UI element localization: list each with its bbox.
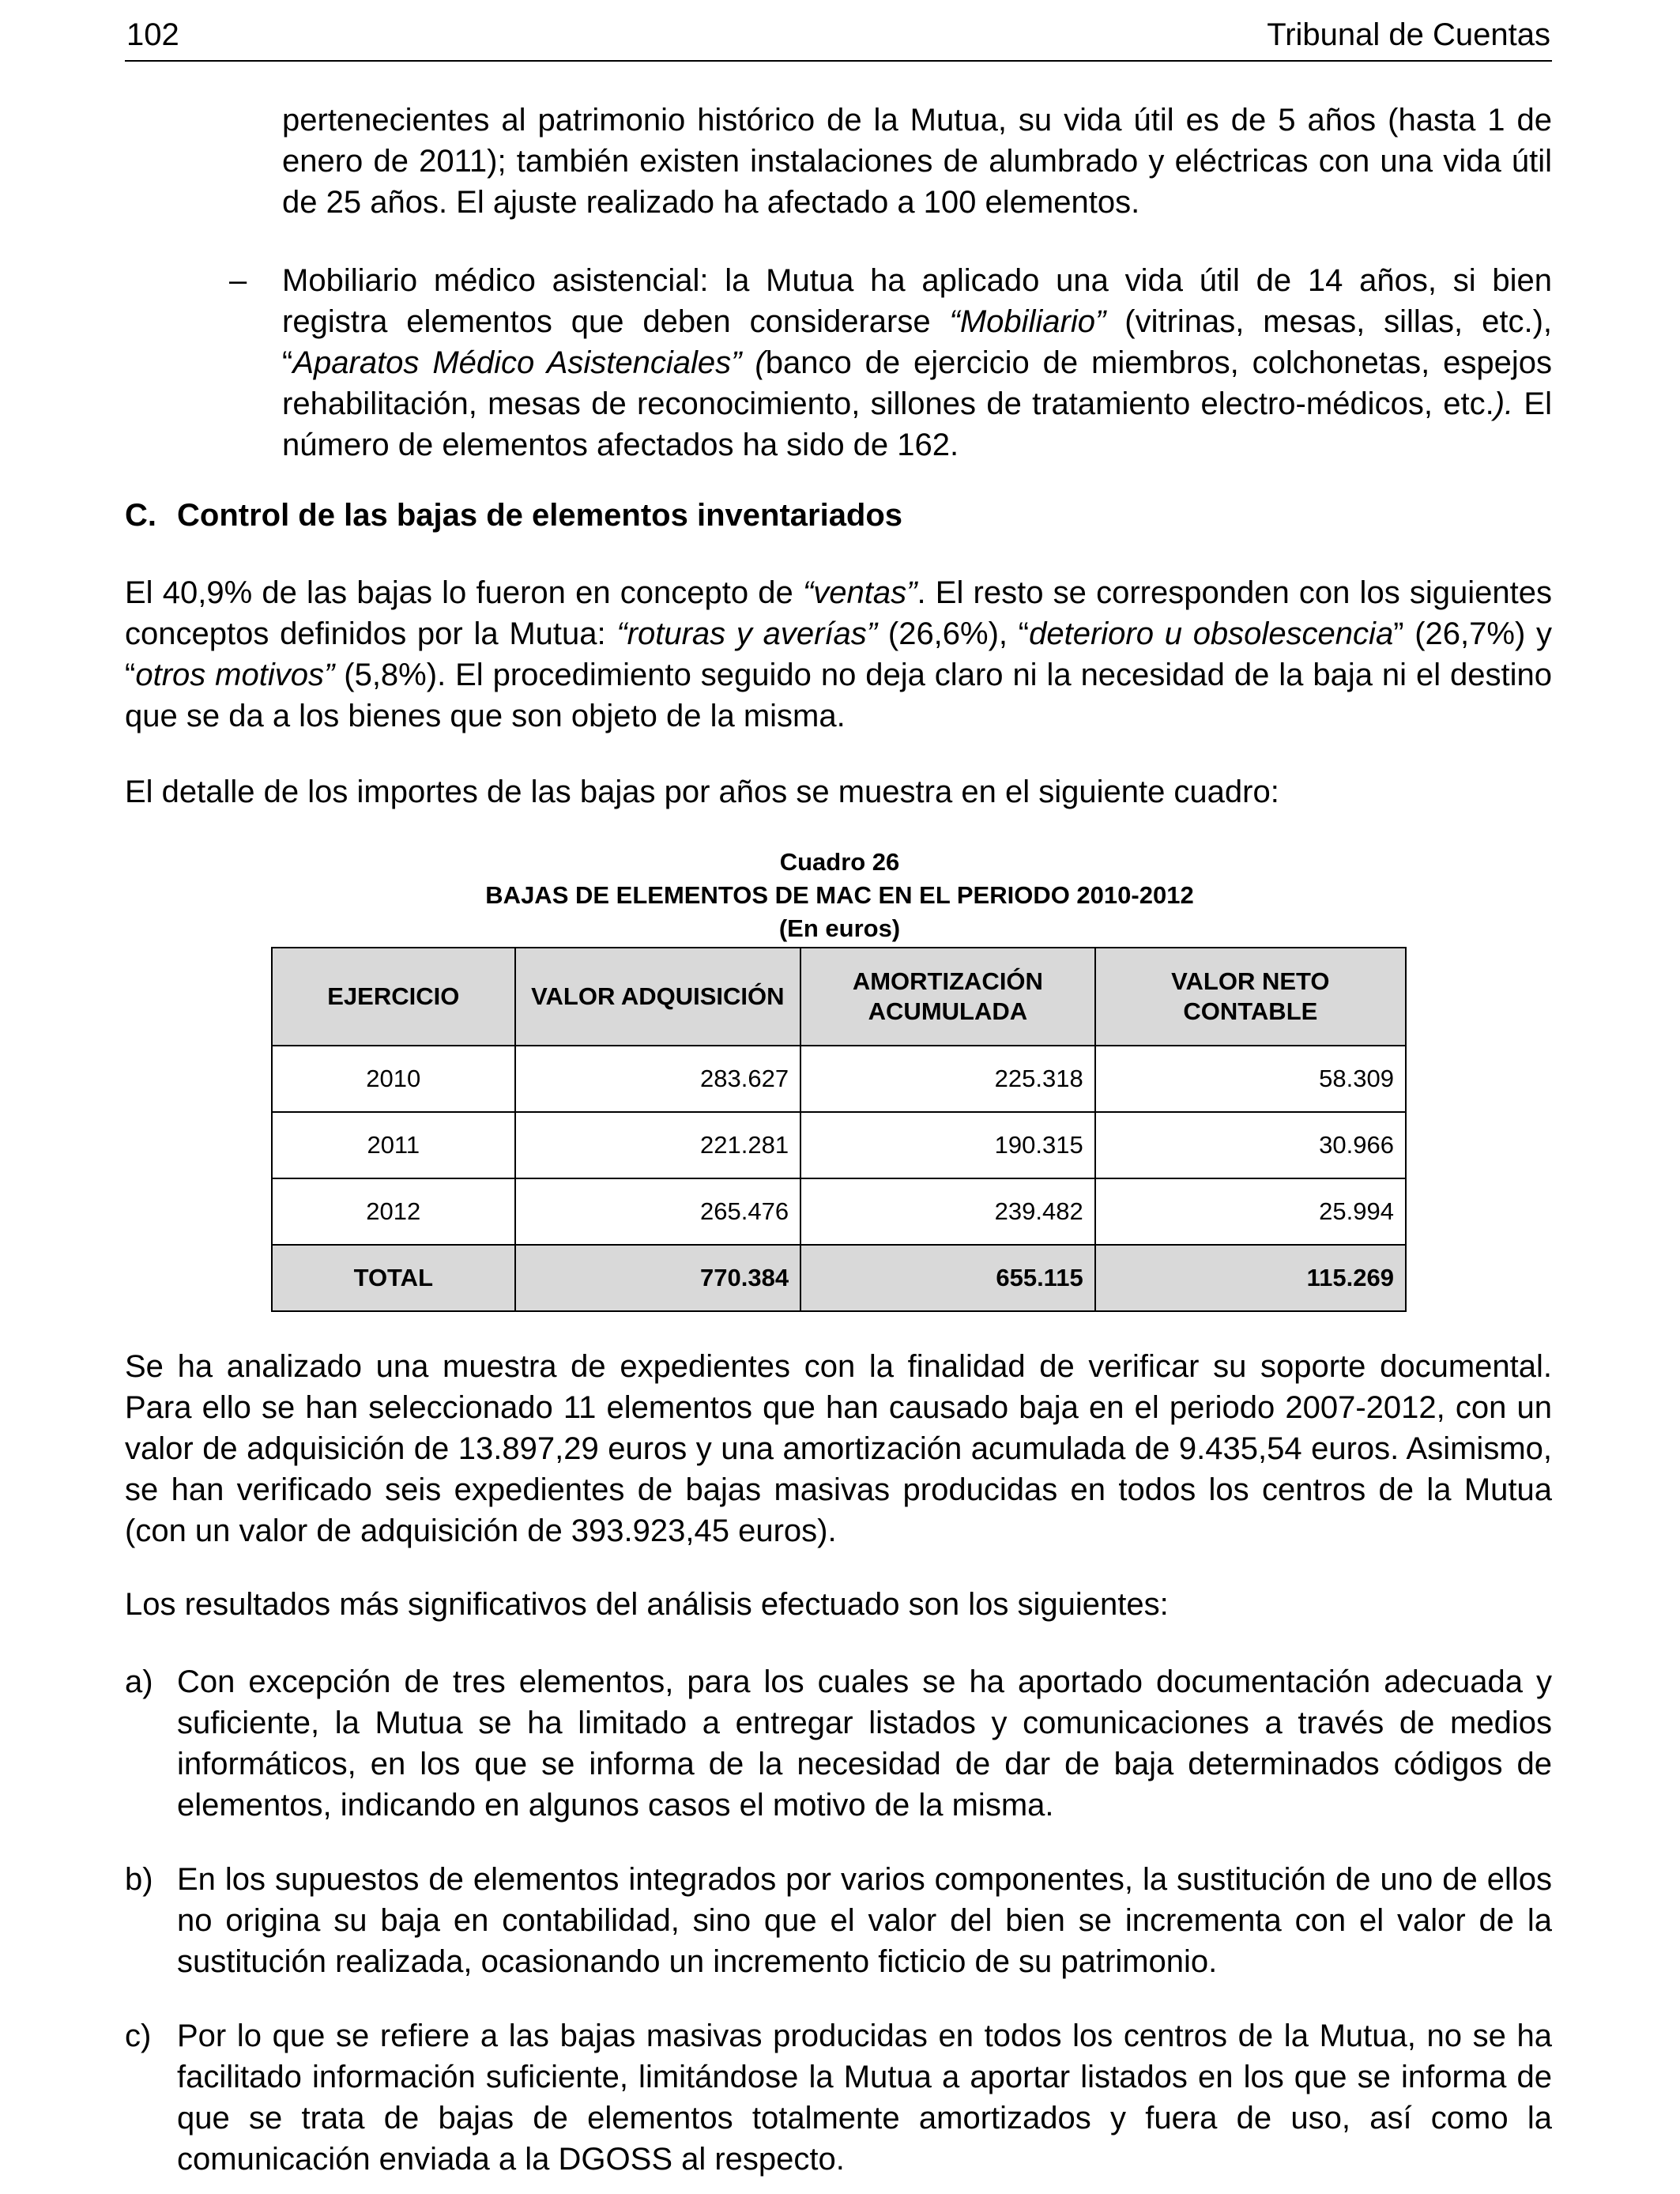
header-ejercicio: EJERCICIO: [272, 948, 515, 1046]
item-letter-b: b): [125, 1862, 153, 1897]
text-run: El número de elementos afectados ha sido de 162.: [282, 386, 1552, 462]
cell-year: 2010: [272, 1046, 515, 1112]
publisher-name: Tribunal de Cuentas: [1267, 17, 1550, 52]
text-run: Mobiliario médico asistencial: la Mutua ha aplicado una vida útil de 14 años, si bien registra elementos que deben considerarse: [282, 263, 1552, 339]
cell-value: 190.315: [800, 1112, 1095, 1178]
cell-year: 2012: [272, 1178, 515, 1245]
text-run: ” (26,7%) y “: [125, 616, 1553, 692]
section-title: Control de las bajas de elementos inventariados: [177, 498, 903, 533]
cell-value: 58.309: [1095, 1046, 1406, 1112]
cell-total-value: 115.269: [1095, 1245, 1406, 1311]
text-run: El 40,9% de las bajas lo fueron en concepto de: [125, 575, 803, 610]
table-caption-unit: (En euros): [778, 914, 901, 942]
page-number: 102: [126, 17, 179, 52]
cell-total-value: 770.384: [515, 1245, 801, 1311]
text-run: (vitrinas, mesas, sillas, etc.), “: [282, 304, 1553, 380]
cell-year: 2011: [272, 1112, 515, 1178]
item-text-a: Con excepción de tres elementos, para los cuales se ha aportado documentación adecuada y suficiente, la Mutua se ha limitado a entregar listados y comunicaciones a través de medios informáticos, en los que se informa de la necesidad de dar de baja determinados códigos de elementos, indicando en algunos casos el motivo de la misma.: [177, 1664, 1552, 1823]
header-amortizacion: AMORTIZACIÓN ACUMULADA: [800, 948, 1095, 1046]
table-row: [272, 1178, 1406, 1245]
cell-value: 25.994: [1095, 1178, 1406, 1245]
section-letter: C.: [125, 498, 156, 533]
header-valor-neto: VALOR NETO CONTABLE: [1095, 948, 1406, 1046]
italic-run: “roturas y averías”: [616, 616, 878, 651]
item-text-b: En los supuestos de elementos integrados por varios componentes, la sustitución de uno de ellos no origina su baja en contabilidad, sino que el valor del bien se incrementa con el valor de la sustitución realizada, ocasionando un incremento ficticio de su patrimonio.: [177, 1862, 1552, 1979]
resultados-paragraph: Los resultados más significativos del análisis efectuado son los siguientes:: [125, 1587, 1169, 1622]
text-run: . El resto se corresponden con los siguientes conceptos definidos por la Mutua:: [125, 575, 1552, 651]
muestra-paragraph: Se ha analizado una muestra de expedientes con la finalidad de verificar su soporte documental. Para ello se han seleccionado 11 elementos que han causado baja en el periodo 2007-2012, con un valor de adquisición de 13.897,29 euros y una amortización acumulada de 9.435,54 euros. Asimismo, se han verificado seis expedientes de bajas masivas producidas en todos los centros de la Mutua (con un valor de adquisición de 393.923,45 euros).: [125, 1349, 1552, 1548]
italic-run: deterioro u obsolescencia: [1029, 616, 1394, 651]
cell-value: 225.318: [800, 1046, 1095, 1112]
detalle-paragraph: El detalle de los importes de las bajas por años se muestra en el siguiente cuadro:: [125, 775, 1279, 809]
italic-run: Aparatos Médico Asistenciales” (: [292, 345, 766, 380]
cell-value: 221.281: [515, 1112, 801, 1178]
italic-run: “Mobiliario”: [949, 304, 1106, 339]
table-row: [272, 1046, 1406, 1112]
cell-total-value: 655.115: [800, 1245, 1095, 1311]
text-run: (5,8%). El procedimiento seguido no deja claro ni la necesidad de la baja ni el destino que se da a los bienes que son objeto de la misma.: [125, 658, 1553, 733]
table-row: [272, 1112, 1406, 1178]
cell-total-label: TOTAL: [272, 1245, 515, 1311]
item-text-c: Por lo que se refiere a las bajas masivas producidas en todos los centros de la Mutua, no se ha facilitado información suficiente, limitándose la Mutua a aportar listados en los que se informa de que se trata de bajas de elementos totalmente amortizados y fuera de uso, así como la comunicación enviada a la DGOSS al respecto.: [177, 2019, 1552, 2177]
bajas-paragraph: [125, 572, 1552, 737]
mobiliario-paragraph: [282, 260, 1552, 466]
table-header-row: [272, 948, 1406, 1046]
bullet-dash: –: [229, 263, 247, 298]
page-header: [125, 14, 1552, 62]
header-valor-adquisicion: VALOR ADQUISICIÓN: [515, 948, 801, 1046]
cell-value: 30.966: [1095, 1112, 1406, 1178]
continuation-paragraph: pertenecientes al patrimonio histórico de la Mutua, su vida útil es de 5 años (hasta 1 de enero de 2011); también existen instalaciones de alumbrado y eléctricas con una vida útil de 25 años. El ajuste realizado ha afectado a 100 elementos.: [282, 103, 1552, 220]
text-run: banco de ejercicio de miembros, colchonetas, espejos rehabilitación, mesas de reconocimiento, sillones de tratamiento electro-médicos, etc.: [282, 345, 1553, 421]
item-letter-c: c): [125, 2019, 152, 2053]
section-heading: [125, 495, 902, 536]
item-letter-a: a): [125, 1664, 153, 1699]
bajas-table: [271, 947, 1407, 1312]
cell-value: 239.482: [800, 1178, 1095, 1245]
text-run: (26,6%), “: [877, 616, 1030, 651]
italic-run: “ventas”: [802, 575, 917, 610]
italic-run: ).: [1494, 386, 1514, 421]
table-total-row: [272, 1245, 1406, 1311]
italic-run: otros motivos”: [135, 658, 335, 692]
table-caption-title: BAJAS DE ELEMENTOS DE MAC EN EL PERIODO 2010-2012: [485, 881, 1194, 909]
table-caption-number: Cuadro 26: [779, 848, 900, 876]
cell-value: 283.627: [515, 1046, 801, 1112]
cell-value: 265.476: [515, 1178, 801, 1245]
